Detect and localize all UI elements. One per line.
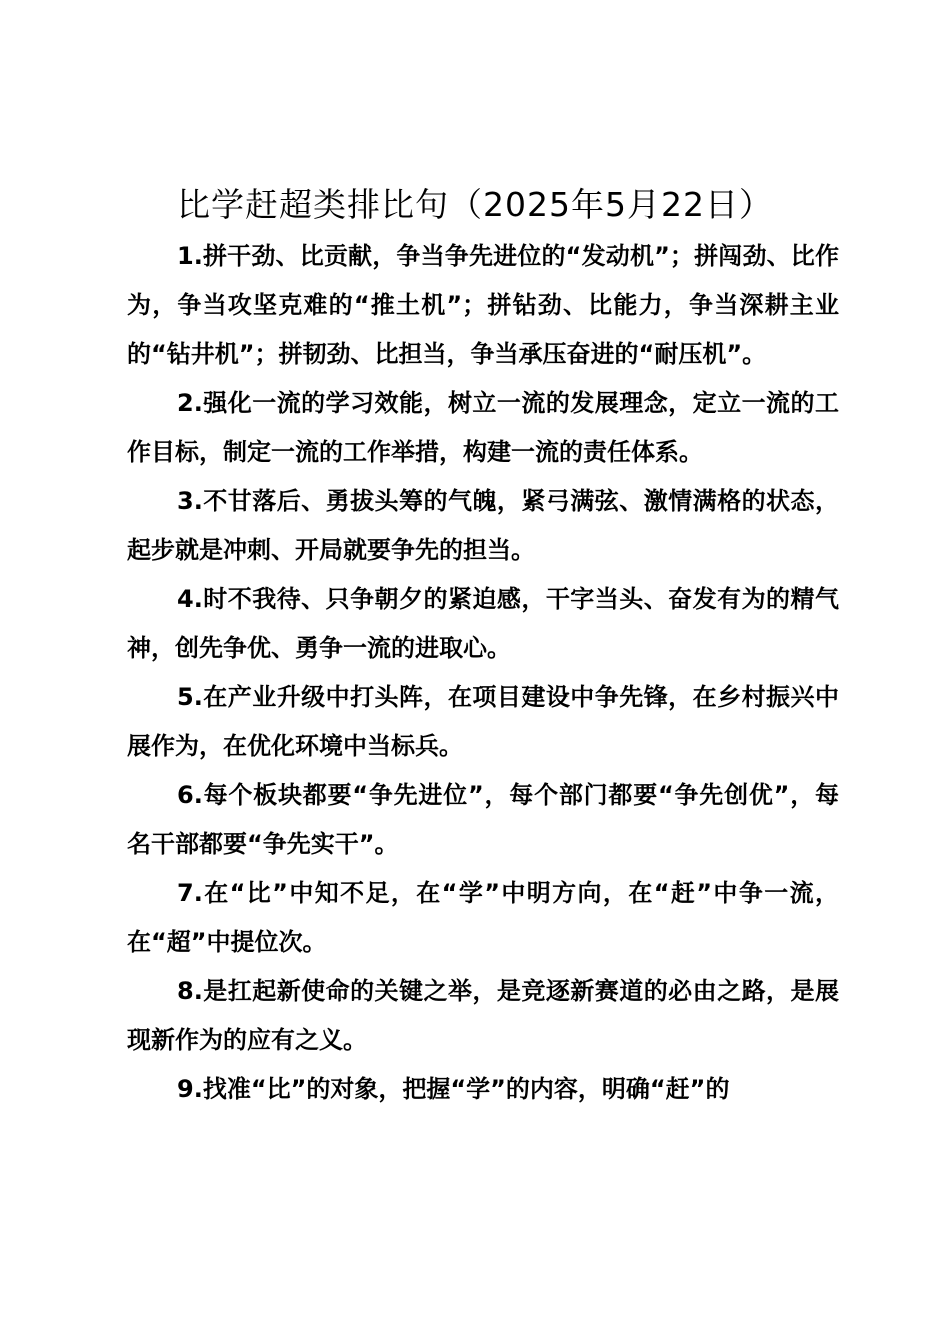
paragraph-8: 8.是扛起新使命的关键之举，是竞逐新赛道的必由之路，是展现新作为的应有之义。 xyxy=(127,977,839,1054)
document-title: 比学赶超类排比句（2025年5月22日） xyxy=(177,185,773,224)
paragraph-5: 5.在产业升级中打头阵，在项目建设中争先锋，在乡村振兴中展作为，在优化环境中当标兵。 xyxy=(127,683,839,760)
document-body xyxy=(127,232,839,1114)
paragraph-9: 9.找准“比”的对象，把握“学”的内容，明确“赶”的 xyxy=(177,1075,730,1103)
paragraph-1: 1.拼干劲、比贡献，争当争先进位的“发动机”；拼闯劲、比作为，争当攻坚克难的“推土机”；拼钻劲、比能力，争当深耕主业的“钻井机”；拼韧劲、比担当，争当承压奋进的“耐压机”。 xyxy=(127,242,839,368)
paragraph-4: 4.时不我待、只争朝夕的紧迫感，干字当头、奋发有为的精气神，创先争优、勇争一流的进取心。 xyxy=(127,585,839,662)
paragraph-6: 6.每个板块都要“争先进位”，每个部门都要“争先创优”，每名干部都要“争先实干”。 xyxy=(127,781,839,858)
paragraph-3: 3.不甘落后、勇拔头筹的气魄，紧弓满弦、激情满格的状态，起步就是冲刺、开局就要争先的担当。 xyxy=(127,487,839,564)
paragraph-2: 2.强化一流的学习效能，树立一流的发展理念，定立一流的工作目标，制定一流的工作举措，构建一流的责任体系。 xyxy=(127,389,839,466)
paragraph-7: 7.在“比”中知不足，在“学”中明方向，在“赶”中争一流，在“超”中提位次。 xyxy=(127,879,839,956)
